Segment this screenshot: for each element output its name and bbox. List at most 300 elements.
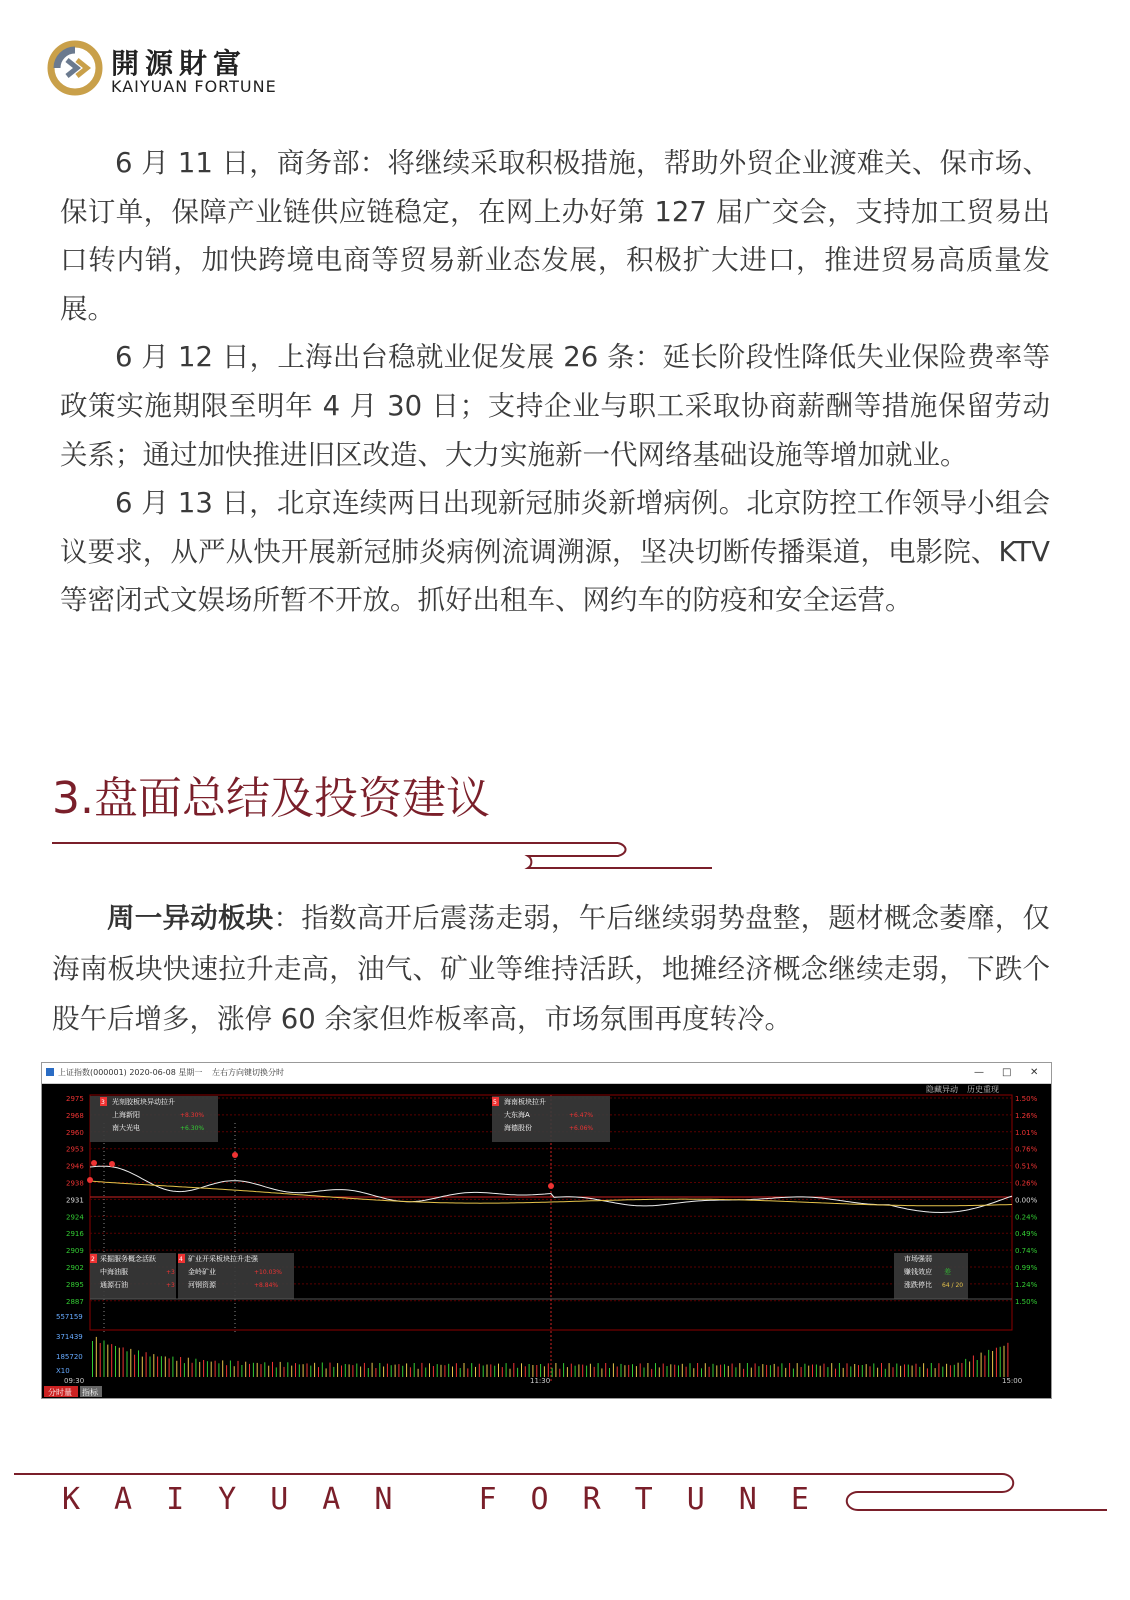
minimize-button[interactable]: — xyxy=(974,1067,984,1078)
volume-bar xyxy=(578,1364,579,1377)
volume-bar xyxy=(291,1366,292,1377)
volume-bar xyxy=(958,1363,959,1377)
volume-bar xyxy=(452,1367,453,1378)
volume-bar xyxy=(153,1354,154,1377)
volume-bar xyxy=(912,1366,913,1378)
volume-bar xyxy=(372,1363,373,1377)
volume-bar xyxy=(770,1365,771,1377)
market-strength-box[interactable] xyxy=(894,1253,968,1299)
price-tick: 2924 xyxy=(66,1213,84,1222)
volume-bar xyxy=(916,1364,917,1377)
volume-bar xyxy=(333,1367,334,1377)
volume-bar xyxy=(655,1363,656,1377)
svg-text:+8.30%: +8.30% xyxy=(180,1112,205,1119)
svg-text:64 / 20: 64 / 20 xyxy=(942,1282,964,1289)
volume-bar xyxy=(150,1357,151,1378)
volume-bar xyxy=(280,1362,281,1377)
volume-bar xyxy=(816,1365,817,1378)
volume-bar xyxy=(513,1363,514,1377)
volume-bar xyxy=(130,1349,131,1377)
svg-text:指标: 指标 xyxy=(82,1388,98,1397)
company-logo xyxy=(47,40,287,100)
svg-text:+3: +3 xyxy=(166,1269,175,1276)
volume-bar xyxy=(598,1363,599,1377)
percent-tick: 0.74% xyxy=(1015,1247,1038,1256)
volume-bar xyxy=(395,1365,396,1377)
summary-paragraph xyxy=(52,893,1050,1045)
alert-box-4[interactable] xyxy=(178,1253,294,1299)
volume-bar xyxy=(264,1362,265,1377)
volume-bar xyxy=(690,1363,691,1377)
volume-bar xyxy=(215,1361,216,1377)
percent-tick: 1.24% xyxy=(1015,1280,1038,1289)
price-axis xyxy=(66,1095,84,1306)
percent-tick: 0.76% xyxy=(1015,1145,1038,1154)
volume-bar xyxy=(529,1364,530,1377)
volume-bar xyxy=(119,1348,120,1377)
volume-bar xyxy=(881,1363,882,1377)
volume-bar xyxy=(889,1363,890,1377)
price-tick: 2938 xyxy=(66,1179,84,1188)
volume-bar xyxy=(383,1367,384,1378)
window-hint: 左右方向键切换分时 xyxy=(212,1068,284,1077)
volume-bar xyxy=(410,1367,411,1377)
price-tick: 2946 xyxy=(66,1162,84,1171)
svg-text:赚钱效应: 赚钱效应 xyxy=(904,1268,932,1276)
volume-bar xyxy=(563,1363,564,1377)
volume-bar xyxy=(157,1357,158,1378)
volume-bar xyxy=(548,1363,549,1377)
volume-bar xyxy=(801,1367,802,1377)
percent-tick: 0.49% xyxy=(1015,1230,1038,1239)
volume-bar xyxy=(582,1365,583,1377)
volume-bar xyxy=(326,1368,327,1377)
volume-bar xyxy=(456,1363,457,1377)
volume-bar xyxy=(693,1368,694,1377)
volume-bar xyxy=(218,1363,219,1377)
volume-bar xyxy=(487,1365,488,1378)
volume-bar xyxy=(904,1364,905,1377)
volume-bar xyxy=(360,1367,361,1378)
volume-bar xyxy=(919,1367,920,1377)
volume-bar xyxy=(931,1363,932,1377)
svg-text:差: 差 xyxy=(944,1268,951,1276)
volume-bar xyxy=(950,1365,951,1377)
volume-bar xyxy=(847,1363,848,1377)
volume-bar xyxy=(494,1366,495,1377)
volume-bar xyxy=(92,1341,93,1377)
volume-bar xyxy=(705,1363,706,1377)
volume-bar xyxy=(464,1363,465,1377)
volume-bar xyxy=(245,1362,246,1377)
volume-bar xyxy=(138,1350,139,1377)
volume-bar xyxy=(314,1363,315,1377)
volume-bar xyxy=(345,1364,346,1377)
volume-bar xyxy=(161,1356,162,1377)
volume-bar xyxy=(536,1365,537,1377)
volume-bar xyxy=(812,1365,813,1378)
percent-axis xyxy=(1015,1095,1038,1306)
volume-bar xyxy=(176,1361,177,1377)
volume-tick: 371439 xyxy=(56,1333,83,1341)
volume-bar xyxy=(134,1355,135,1377)
volume-bar xyxy=(954,1365,955,1377)
volume-bar xyxy=(421,1363,422,1377)
volume-bar xyxy=(766,1365,767,1377)
volume-bar xyxy=(169,1358,170,1377)
volume-tick: 557159 xyxy=(56,1313,83,1321)
intraday-chart xyxy=(42,1083,1051,1398)
volume-bar xyxy=(827,1367,828,1377)
volume-bar xyxy=(946,1364,947,1377)
volume-bar xyxy=(521,1363,522,1377)
volume-bar xyxy=(678,1365,679,1377)
close-button[interactable]: ✕ xyxy=(1030,1067,1039,1078)
volume-bar xyxy=(234,1366,235,1377)
volume-bar xyxy=(257,1363,258,1377)
svg-text:涨跌停比: 涨跌停比 xyxy=(904,1281,932,1289)
svg-text:2: 2 xyxy=(91,1256,95,1263)
volume-bar xyxy=(586,1366,587,1377)
volume-bar xyxy=(387,1364,388,1377)
svg-text:+8.84%: +8.84% xyxy=(254,1282,279,1289)
percent-tick: 0.24% xyxy=(1015,1213,1038,1222)
volume-bar xyxy=(261,1364,262,1377)
svg-text:海南板块拉升: 海南板块拉升 xyxy=(504,1098,546,1106)
volume-bar xyxy=(429,1363,430,1377)
volume-bar xyxy=(632,1364,633,1377)
volume-bar xyxy=(785,1368,786,1377)
volume-bar xyxy=(1004,1346,1005,1377)
section-title: 3.盘面总结及投资建议 xyxy=(52,773,490,824)
volume-bar xyxy=(368,1368,369,1377)
event-markers xyxy=(87,1152,554,1189)
logo-name-en: KAIYUAN FORTUNE xyxy=(111,77,277,96)
volume-bar xyxy=(364,1363,365,1377)
volume-bar xyxy=(552,1368,553,1377)
summary-label: 周一异动板块 xyxy=(107,902,274,934)
volume-bar xyxy=(659,1367,660,1377)
maximize-button[interactable]: □ xyxy=(1002,1067,1012,1078)
svg-text:南大光电: 南大光电 xyxy=(112,1124,140,1132)
percent-tick: 1.50% xyxy=(1015,1095,1038,1103)
volume-bar xyxy=(406,1363,407,1377)
price-tick: 2916 xyxy=(66,1230,84,1239)
paragraph-2: 6 月 12 日，上海出台稳就业促发展 26 条：延长阶段性降低失业保险费率等政策实施期限至明年 4 月 30 日；支持企业与职工采取协商薪酬等措施保留劳动关系；通过加快推进旧区改造、大力实施新一代网络基础设施等增加就业。 xyxy=(60,341,1050,471)
volume-bar xyxy=(961,1363,962,1377)
volume-bar xyxy=(230,1361,231,1378)
volume-bar xyxy=(475,1367,476,1377)
volume-bar xyxy=(804,1364,805,1377)
volume-bar xyxy=(613,1363,614,1377)
volume-bar xyxy=(843,1368,844,1377)
volume-bar xyxy=(123,1347,124,1377)
volume-bar xyxy=(778,1367,779,1378)
volume-bar xyxy=(808,1366,809,1377)
volume-bar xyxy=(601,1368,602,1377)
volume-bar xyxy=(988,1350,989,1377)
volume-bar xyxy=(667,1366,668,1377)
summary-text: ：指数高开后震荡走弱，午后继续弱势盘整，题材概念萎靡，仅海南板块快速拉升走高，油气、矿业等维持活跃，地摊经济概念继续走弱，下跌个股午后增多，涨停 60 余家但炸板率高，市场氛围再度转冷。 xyxy=(52,902,1051,1035)
volume-bar xyxy=(502,1367,503,1377)
volume-bar xyxy=(471,1363,472,1377)
percent-tick: 0.51% xyxy=(1015,1162,1038,1171)
volume-bar xyxy=(640,1363,641,1377)
volume-bar xyxy=(418,1369,419,1377)
svg-text:采掘服务概念活跃: 采掘服务概念活跃 xyxy=(100,1255,156,1263)
svg-text:市场强弱: 市场强弱 xyxy=(904,1255,932,1263)
volume-bar xyxy=(352,1365,353,1377)
volume-bar xyxy=(900,1366,901,1377)
paragraph-1: 6 月 11 日，商务部：将继续采取积极措施，帮助外贸企业渡难关、保市场、保订单，保障产业链供应链稳定，在网上办好第 127 届广交会，支持加工贸易出口转内销，加快跨境电商等贸易新业态发展，积极扩大进口，推进贸易高质量发展。 xyxy=(60,147,1050,325)
volume-bar xyxy=(241,1365,242,1377)
volume-bar xyxy=(644,1368,645,1378)
volume-bar xyxy=(590,1364,591,1377)
volume-bar xyxy=(379,1363,380,1377)
volume-bar xyxy=(674,1365,675,1377)
volume-bar xyxy=(893,1367,894,1377)
volume-bar xyxy=(349,1364,350,1377)
volume-bar xyxy=(284,1367,285,1377)
volume-bar xyxy=(310,1366,311,1377)
market-chart-screenshot xyxy=(41,1062,1052,1399)
volume-bar xyxy=(663,1364,664,1378)
volume-bar xyxy=(111,1344,112,1377)
volume-bar xyxy=(575,1366,576,1377)
volume-bar xyxy=(758,1366,759,1377)
svg-text:分时量: 分时量 xyxy=(48,1388,72,1397)
volume-bar xyxy=(356,1364,357,1378)
svg-text:矿业开采板块拉升走强: 矿业开采板块拉升走强 xyxy=(188,1255,258,1263)
volume-bar xyxy=(636,1366,637,1377)
volume-bar xyxy=(628,1365,629,1377)
svg-text:+10.03%: +10.03% xyxy=(254,1269,282,1276)
volume-bar xyxy=(318,1367,319,1377)
volume-bar xyxy=(1000,1347,1001,1377)
svg-text:3: 3 xyxy=(101,1099,105,1106)
volume-bar xyxy=(996,1348,997,1377)
time-tick: 09:30 xyxy=(64,1377,85,1385)
volume-bar xyxy=(885,1369,886,1377)
alert-box-1[interactable] xyxy=(90,1096,218,1142)
volume-bar xyxy=(414,1363,415,1377)
percent-tick: 1.26% xyxy=(1015,1111,1038,1120)
window-title: 上证指数(000001) 2020-06-08 星期一 xyxy=(58,1068,203,1077)
volume-bar xyxy=(724,1364,725,1377)
footer-brand: KAIYUAN FORTUNE xyxy=(62,1482,843,1517)
svg-text:+6.30%: +6.30% xyxy=(180,1125,205,1132)
svg-text:光刻胶板块异动拉升: 光刻胶板块异动拉升 xyxy=(112,1098,175,1106)
volume-bar xyxy=(444,1365,445,1377)
volume-bar xyxy=(896,1364,897,1378)
percent-tick: 0.00% xyxy=(1015,1196,1038,1205)
volume-bar xyxy=(709,1367,710,1377)
volume-bar xyxy=(555,1363,556,1377)
volume-bar xyxy=(870,1366,871,1377)
volume-bar xyxy=(322,1363,323,1378)
percent-tick: 1.50% xyxy=(1015,1297,1038,1306)
volume-bar xyxy=(908,1365,909,1377)
volume-bar xyxy=(617,1367,618,1378)
volume-bar xyxy=(735,1367,736,1377)
volume-bar xyxy=(195,1359,196,1377)
volume-bar xyxy=(391,1365,392,1377)
volume-bar xyxy=(249,1364,250,1377)
volume-bar xyxy=(831,1363,832,1377)
volume-axis xyxy=(56,1313,83,1375)
volume-bar xyxy=(624,1365,625,1377)
percent-tick: 0.99% xyxy=(1015,1264,1038,1272)
volume-bar xyxy=(307,1363,308,1377)
volume-bar xyxy=(441,1365,442,1377)
volume-bar xyxy=(433,1366,434,1377)
volume-bar xyxy=(858,1365,859,1377)
volume-bar xyxy=(467,1368,468,1377)
volume-bar xyxy=(651,1369,652,1377)
volume-bar xyxy=(540,1364,541,1377)
volume-bar xyxy=(96,1337,97,1377)
volume-bar xyxy=(1007,1343,1008,1377)
volume-bar xyxy=(238,1361,239,1377)
volume-bar xyxy=(789,1363,790,1377)
alert-box-3[interactable] xyxy=(90,1253,176,1299)
paragraph-3: 6 月 13 日，北京连续两日出现新冠肺炎新增病例。北京防控工作领导小组会议要求，从严从快开展新冠肺炎病例流调溯源，坚决切断传播渠道，电影院、KTV 等密闭式文娱场所暂不开放。抓好出租车、网约车的防疫和安全运营。 xyxy=(60,487,1050,617)
volume-bar xyxy=(942,1367,943,1377)
volume-bar xyxy=(755,1363,756,1377)
volume-bar xyxy=(873,1363,874,1377)
section-divider xyxy=(50,838,720,872)
volume-bar xyxy=(188,1358,189,1377)
volume-bar xyxy=(532,1365,533,1377)
volume-bar xyxy=(398,1364,399,1377)
volume-tick: X10 xyxy=(56,1367,70,1375)
volume-bar xyxy=(716,1365,717,1377)
volume-bar xyxy=(686,1367,687,1377)
volume-bar xyxy=(682,1364,683,1377)
volume-bar xyxy=(862,1365,863,1377)
price-tick: 2895 xyxy=(66,1280,84,1289)
volume-bar xyxy=(927,1368,928,1377)
volume-bar xyxy=(437,1364,438,1377)
volume-bar xyxy=(146,1352,147,1377)
volume-bar xyxy=(180,1357,181,1377)
volume-bar xyxy=(402,1366,403,1377)
price-tick: 2902 xyxy=(66,1264,84,1272)
volume-bar xyxy=(732,1364,733,1378)
time-tick: 15:00 xyxy=(1002,1377,1023,1385)
volume-bar xyxy=(375,1368,376,1377)
volume-bar xyxy=(559,1369,560,1377)
volume-bar xyxy=(100,1343,101,1377)
volume-bar xyxy=(609,1368,610,1377)
volume-bar xyxy=(303,1364,304,1377)
volume-bar xyxy=(647,1363,648,1377)
volume-bar xyxy=(670,1364,671,1377)
percent-tick: 0.26% xyxy=(1015,1179,1038,1188)
volume-bar xyxy=(253,1363,254,1377)
svg-text:4: 4 xyxy=(179,1256,183,1263)
volume-bar xyxy=(762,1364,763,1377)
volume-bar xyxy=(272,1362,273,1377)
volume-bar xyxy=(184,1363,185,1377)
volume-bar xyxy=(525,1366,526,1377)
volume-bar xyxy=(268,1366,269,1377)
volume-bar xyxy=(984,1356,985,1378)
svg-text:中海油服: 中海油服 xyxy=(100,1268,128,1276)
percent-tick: 1.01% xyxy=(1015,1128,1038,1137)
volume-bar xyxy=(820,1366,821,1377)
volume-bar xyxy=(448,1364,449,1377)
volume-bar xyxy=(866,1364,867,1377)
volume-bar xyxy=(793,1369,794,1378)
volume-bar xyxy=(747,1363,748,1377)
volume-bar xyxy=(127,1351,128,1377)
volume-bar xyxy=(490,1364,491,1377)
time-tick: 11:30 xyxy=(530,1377,551,1385)
volume-bar xyxy=(207,1361,208,1377)
svg-text:+3: +3 xyxy=(166,1282,175,1289)
volume-bar xyxy=(981,1353,982,1377)
volume-bar xyxy=(621,1364,622,1377)
history-replay-button[interactable]: 历史重现 xyxy=(967,1085,999,1094)
volume-bar xyxy=(923,1363,924,1377)
price-tick: 2931 xyxy=(66,1196,84,1205)
volume-bar xyxy=(594,1367,595,1377)
volume-bar xyxy=(510,1369,511,1377)
volume-bar xyxy=(330,1363,331,1377)
volume-bar xyxy=(938,1363,939,1377)
time-axis xyxy=(64,1377,1022,1385)
alert-box-2[interactable] xyxy=(492,1096,610,1142)
volume-bar xyxy=(287,1362,288,1377)
volume-bar xyxy=(935,1368,936,1377)
hide-alerts-button[interactable]: 隐藏异动 xyxy=(926,1085,958,1094)
volume-bar xyxy=(104,1341,105,1378)
volume-bar xyxy=(697,1363,698,1377)
price-tick: 2960 xyxy=(66,1128,84,1137)
volume-bar xyxy=(969,1362,970,1378)
volume-bar xyxy=(142,1357,143,1377)
svg-text:大东海A: 大东海A xyxy=(504,1111,530,1119)
price-tick: 2968 xyxy=(66,1111,84,1120)
news-paragraphs xyxy=(60,139,1050,625)
volume-bar xyxy=(713,1364,714,1377)
volume-bar xyxy=(965,1359,966,1377)
svg-text:5: 5 xyxy=(493,1099,497,1106)
volume-bar xyxy=(425,1368,426,1378)
volume-bar xyxy=(854,1364,855,1377)
svg-text:上海新阳: 上海新阳 xyxy=(112,1111,140,1119)
volume-bar xyxy=(973,1356,974,1378)
volume-bar xyxy=(115,1346,116,1377)
volume-bar xyxy=(544,1366,545,1377)
svg-text:河钢资源: 河钢资源 xyxy=(188,1281,216,1289)
volume-bar xyxy=(199,1362,200,1377)
volume-bar xyxy=(720,1365,721,1377)
volume-bar xyxy=(797,1363,798,1377)
volume-bar xyxy=(605,1363,606,1377)
logo-name-cn: 開源財富 xyxy=(111,47,248,80)
svg-text:海德股份: 海德股份 xyxy=(504,1124,532,1132)
price-tick: 2953 xyxy=(66,1145,84,1154)
volume-bar xyxy=(774,1364,775,1377)
volume-bar xyxy=(276,1367,277,1377)
volume-bar xyxy=(226,1365,227,1377)
volume-bar xyxy=(571,1364,572,1377)
svg-text:+6.47%: +6.47% xyxy=(569,1112,594,1119)
volume-bar xyxy=(781,1363,782,1377)
app-icon xyxy=(46,1068,54,1076)
